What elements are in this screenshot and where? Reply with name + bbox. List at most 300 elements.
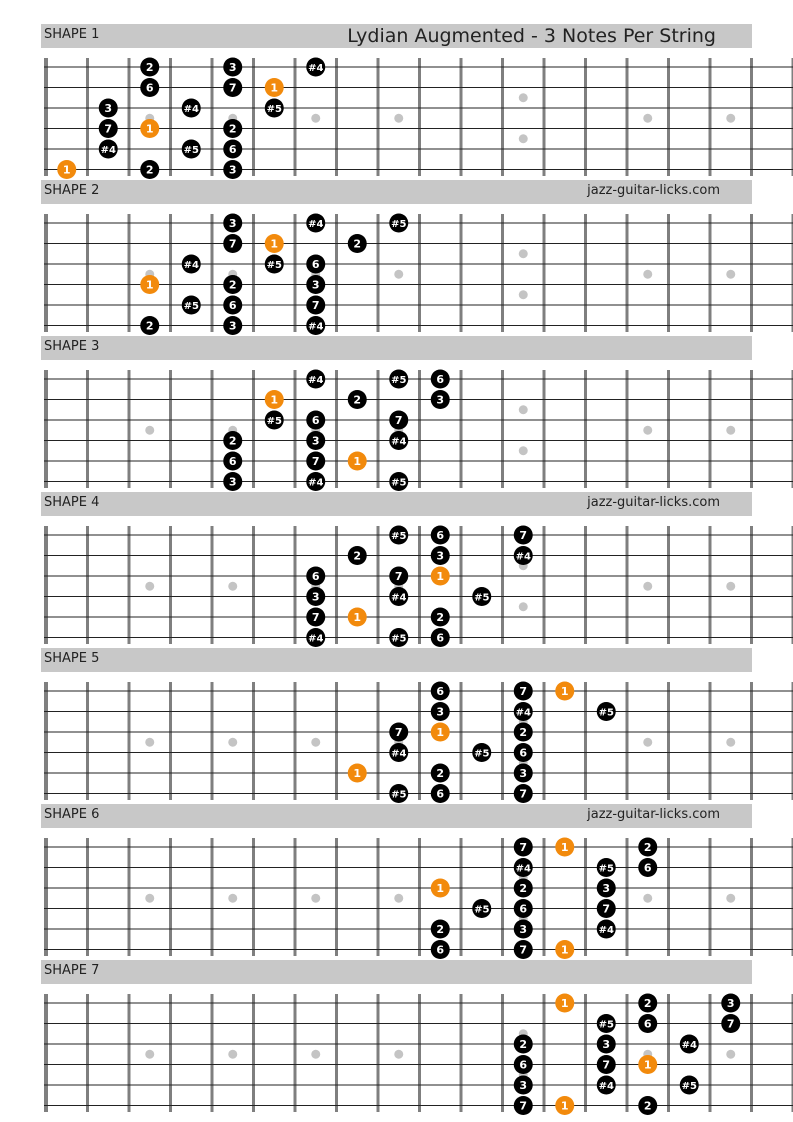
scale-note (514, 1035, 533, 1054)
scale-note (223, 214, 242, 233)
note-label: #4 (391, 436, 407, 448)
note-label: 6 (228, 455, 237, 468)
note-label: #5 (391, 789, 407, 801)
note-label: 7 (228, 81, 237, 95)
note-label: 3 (519, 923, 528, 936)
inlay-dot (519, 93, 528, 102)
note-label: #5 (266, 104, 282, 115)
root-note (348, 764, 367, 783)
note-label: 7 (519, 685, 528, 698)
note-label: 2 (353, 393, 362, 407)
root-note (555, 1096, 574, 1115)
scale-note (348, 234, 367, 253)
note-label: 2 (353, 549, 362, 563)
scale-note (472, 899, 491, 918)
scale-note (431, 370, 450, 389)
scale-note (306, 431, 325, 450)
inlay-dot (228, 1050, 237, 1059)
scale-note (431, 390, 450, 409)
root-note (57, 160, 76, 179)
root-note (265, 234, 284, 253)
inlay-dot (726, 582, 735, 591)
note-label: 7 (394, 570, 403, 583)
note-label: #5 (474, 592, 490, 604)
inlay-dot (643, 738, 652, 747)
scale-note (514, 899, 533, 918)
scale-note (638, 858, 657, 877)
note-label: 3 (726, 997, 735, 1010)
scale-note (597, 1035, 616, 1054)
note-label: 3 (228, 163, 237, 177)
inlay-dot (643, 114, 652, 123)
note-label: 7 (519, 529, 528, 542)
root-note (431, 567, 450, 586)
scale-note (597, 879, 616, 898)
root-note (348, 608, 367, 627)
note-label: 7 (311, 455, 320, 468)
note-label: 1 (436, 882, 445, 895)
scale-note (638, 1014, 657, 1033)
scale-note (431, 628, 450, 647)
note-label: 6 (519, 902, 528, 916)
shape-block-5 (41, 648, 793, 803)
note-label: 6 (228, 299, 237, 312)
scale-note (431, 526, 450, 545)
note-label: 2 (145, 163, 154, 177)
note-label: 1 (560, 943, 569, 957)
scale-note (306, 411, 325, 430)
scale-note (514, 1096, 533, 1115)
root-note (555, 940, 574, 959)
note-label: #4 (183, 104, 199, 115)
scale-note (306, 316, 325, 335)
scale-note (389, 370, 408, 389)
note-label: #4 (308, 219, 324, 230)
note-label: 7 (311, 611, 320, 624)
scale-note (431, 608, 450, 627)
scale-note (140, 316, 159, 335)
note-label: #4 (598, 1081, 614, 1092)
scale-note (348, 546, 367, 565)
scale-note (99, 99, 118, 118)
scale-note (265, 411, 284, 430)
shape-header-band (41, 336, 752, 360)
note-label: #4 (308, 63, 324, 74)
scale-note (306, 296, 325, 315)
scale-note (223, 316, 242, 335)
note-label: 6 (311, 258, 320, 271)
note-label: 1 (353, 455, 362, 468)
inlay-dot (519, 602, 528, 611)
scale-note (223, 58, 242, 77)
scale-note (265, 255, 284, 274)
note-label: 1 (270, 81, 279, 95)
note-label: #5 (391, 477, 407, 489)
note-label: 7 (602, 902, 611, 916)
scale-note (680, 1035, 699, 1054)
inlay-dot (726, 270, 735, 279)
note-label: 2 (643, 1099, 652, 1113)
scale-note (472, 587, 491, 606)
scale-note (223, 140, 242, 159)
note-label: 7 (519, 787, 528, 801)
note-label: #4 (183, 260, 199, 271)
note-label: #4 (308, 321, 324, 333)
note-label: 3 (228, 475, 237, 489)
scale-note (223, 296, 242, 315)
scale-note (389, 472, 408, 491)
page-title: Lydian Augmented - 3 Notes Per String (347, 25, 716, 47)
scale-note (306, 214, 325, 233)
note-label: 2 (145, 319, 154, 333)
note-label: 2 (519, 882, 528, 895)
root-note (638, 1055, 657, 1074)
note-label: 1 (436, 726, 445, 739)
note-label: 2 (228, 278, 237, 292)
inlay-dot (519, 134, 528, 143)
note-label: #5 (598, 863, 614, 875)
inlay-dot (311, 1050, 320, 1059)
note-label: 1 (436, 570, 445, 583)
note-label: #5 (391, 633, 407, 645)
scale-note (223, 78, 242, 97)
inlay-dot (519, 446, 528, 455)
inlay-dot (643, 270, 652, 279)
shape-block-1 (41, 24, 793, 179)
scale-note (389, 214, 408, 233)
note-label: 7 (104, 122, 113, 136)
inlay-dot (145, 894, 154, 903)
scale-note (182, 99, 201, 118)
scale-note (99, 119, 118, 138)
note-label: #4 (391, 592, 407, 604)
scale-note (514, 838, 533, 857)
note-label: 6 (643, 861, 652, 875)
root-note (265, 390, 284, 409)
scale-note (514, 784, 533, 803)
note-label: #4 (681, 1040, 697, 1051)
note-label: #4 (308, 375, 324, 386)
inlay-dot (519, 290, 528, 299)
note-label: 6 (436, 631, 445, 645)
inlay-dot (643, 582, 652, 591)
scale-note (223, 452, 242, 471)
scale-note (306, 567, 325, 586)
scale-note (140, 58, 159, 77)
scale-note (431, 784, 450, 803)
note-label: #5 (391, 375, 407, 386)
note-label: #4 (308, 633, 324, 645)
inlay-dot (643, 894, 652, 903)
note-label: 2 (436, 767, 445, 780)
note-label: 3 (436, 549, 445, 563)
scale-note (514, 1055, 533, 1074)
scale-note (306, 255, 325, 274)
note-label: 3 (311, 434, 320, 448)
note-label: 1 (145, 278, 154, 292)
note-label: #5 (474, 904, 490, 916)
note-label: 1 (560, 997, 569, 1010)
scale-note (431, 764, 450, 783)
note-label: #5 (474, 748, 490, 760)
scale-note (182, 296, 201, 315)
shape-label: SHAPE 5 (44, 651, 100, 666)
note-label: 6 (436, 943, 445, 957)
scale-note (99, 140, 118, 159)
note-label: 2 (228, 434, 237, 448)
inlay-dot (726, 738, 735, 747)
note-label: 3 (436, 393, 445, 407)
inlay-dot (228, 582, 237, 591)
note-label: 7 (519, 1099, 528, 1113)
note-label: 1 (353, 611, 362, 624)
note-label: 6 (643, 1017, 652, 1031)
root-note (140, 119, 159, 138)
inlay-dot (643, 426, 652, 435)
scale-note (721, 1014, 740, 1033)
note-label: 1 (643, 1058, 652, 1072)
note-label: 6 (436, 685, 445, 698)
inlay-dot (519, 405, 528, 414)
shape-header-band (41, 960, 752, 984)
note-label: 7 (394, 414, 403, 427)
scale-note (638, 994, 657, 1013)
scale-note (306, 628, 325, 647)
scale-note (306, 452, 325, 471)
scale-note (638, 838, 657, 857)
note-label: 1 (560, 685, 569, 698)
scale-note (223, 160, 242, 179)
note-label: 1 (560, 1099, 569, 1113)
note-label: 3 (311, 278, 320, 292)
note-label: 6 (519, 1058, 528, 1072)
scale-note (514, 940, 533, 959)
scale-note (597, 899, 616, 918)
scale-note (348, 390, 367, 409)
note-label: 2 (519, 726, 528, 739)
note-label: #4 (515, 707, 531, 719)
scale-note (182, 140, 201, 159)
note-label: 3 (228, 319, 237, 333)
inlay-dot (145, 1050, 154, 1059)
root-note (140, 275, 159, 294)
scale-note (431, 682, 450, 701)
scale-note (223, 275, 242, 294)
scale-note (597, 1014, 616, 1033)
shape-header-band (41, 648, 752, 672)
root-note (431, 879, 450, 898)
note-label: #4 (598, 925, 614, 936)
scale-note (431, 940, 450, 959)
note-label: 6 (436, 373, 445, 386)
scale-note (306, 370, 325, 389)
inlay-dot (394, 1050, 403, 1059)
note-label: #4 (308, 477, 324, 489)
scale-note (389, 628, 408, 647)
note-label: 2 (353, 237, 362, 251)
note-label: #5 (391, 219, 407, 230)
scale-note (140, 160, 159, 179)
scale-note (306, 275, 325, 294)
scale-note (306, 58, 325, 77)
site-credit: jazz-guitar-licks.com (587, 807, 720, 822)
note-label: #5 (266, 416, 282, 427)
scale-note (721, 994, 740, 1013)
inlay-dot (228, 738, 237, 747)
inlay-dot (726, 114, 735, 123)
note-label: 3 (519, 1079, 528, 1092)
note-label: 6 (228, 143, 237, 156)
inlay-dot (394, 894, 403, 903)
scale-note (514, 764, 533, 783)
scale-note (223, 431, 242, 450)
scale-note (389, 587, 408, 606)
inlay-dot (311, 738, 320, 747)
scale-note (306, 608, 325, 627)
site-credit: jazz-guitar-licks.com (587, 495, 720, 510)
scale-note (306, 587, 325, 606)
note-label: 1 (270, 393, 279, 407)
inlay-dot (726, 894, 735, 903)
shape-label: SHAPE 4 (44, 495, 100, 510)
note-label: 6 (311, 570, 320, 583)
note-label: 2 (643, 997, 652, 1010)
note-label: 7 (519, 943, 528, 957)
scale-note (389, 411, 408, 430)
inlay-dot (311, 114, 320, 123)
inlay-dot (311, 894, 320, 903)
note-label: 2 (228, 122, 237, 136)
shape-label: SHAPE 1 (44, 27, 100, 42)
inlay-dot (394, 114, 403, 123)
note-label: 1 (145, 122, 154, 136)
note-label: 7 (311, 299, 320, 312)
note-label: #5 (391, 531, 407, 542)
scale-note (389, 743, 408, 762)
note-label: #5 (681, 1081, 697, 1092)
scale-note (514, 546, 533, 565)
scale-note (431, 702, 450, 721)
shape-block-6 (41, 804, 793, 959)
note-label: 6 (145, 81, 154, 95)
inlay-dot (726, 1050, 735, 1059)
note-label: 1 (270, 237, 279, 251)
root-note (348, 452, 367, 471)
scale-note (389, 526, 408, 545)
scale-note (389, 567, 408, 586)
shape-label: SHAPE 3 (44, 339, 100, 354)
note-label: 7 (394, 726, 403, 739)
scale-note (514, 702, 533, 721)
note-label: 1 (353, 767, 362, 780)
note-label: 3 (602, 882, 611, 895)
scale-note (389, 431, 408, 450)
scale-note (514, 526, 533, 545)
root-note (555, 682, 574, 701)
shape-label: SHAPE 2 (44, 183, 100, 198)
scale-note (431, 546, 450, 565)
root-note (555, 994, 574, 1013)
scale-note (680, 1076, 699, 1095)
scale-note (223, 119, 242, 138)
inlay-dot (145, 582, 154, 591)
note-label: 6 (519, 746, 528, 760)
note-label: #5 (598, 707, 614, 719)
note-label: #5 (183, 145, 199, 156)
scale-note (514, 723, 533, 742)
scale-note (223, 234, 242, 253)
scale-note (597, 1076, 616, 1095)
note-label: 7 (228, 237, 237, 251)
scale-note (514, 743, 533, 762)
scale-note (306, 472, 325, 491)
scale-note (597, 1055, 616, 1074)
inlay-dot (394, 270, 403, 279)
shape-block-2 (41, 180, 793, 335)
note-label: 1 (62, 163, 71, 177)
scale-note (514, 682, 533, 701)
note-label: 2 (436, 611, 445, 624)
inlay-dot (145, 738, 154, 747)
note-label: 2 (145, 61, 154, 74)
site-credit: jazz-guitar-licks.com (587, 183, 720, 198)
note-label: #4 (515, 863, 531, 875)
scale-note (182, 255, 201, 274)
scale-note (389, 723, 408, 742)
note-label: 3 (104, 102, 113, 115)
note-label: 3 (228, 61, 237, 74)
note-label: 1 (560, 841, 569, 854)
note-label: #4 (100, 145, 116, 156)
scale-note (514, 1076, 533, 1095)
inlay-dot (145, 426, 154, 435)
inlay-dot (519, 249, 528, 258)
root-note (431, 723, 450, 742)
shape-block-7 (41, 960, 793, 1115)
scale-note (514, 920, 533, 939)
scale-note (514, 858, 533, 877)
note-label: 3 (602, 1038, 611, 1051)
root-note (555, 838, 574, 857)
scale-note (597, 920, 616, 939)
root-note (265, 78, 284, 97)
scale-note (389, 784, 408, 803)
note-label: 2 (643, 841, 652, 854)
note-label: 3 (436, 705, 445, 719)
note-label: 7 (602, 1058, 611, 1072)
note-label: 7 (519, 841, 528, 854)
note-label: 2 (519, 1038, 528, 1051)
shape-label: SHAPE 6 (44, 807, 100, 822)
note-label: #5 (266, 260, 282, 271)
scale-note (514, 879, 533, 898)
inlay-dot (228, 894, 237, 903)
note-label: 2 (436, 923, 445, 936)
scale-note (223, 472, 242, 491)
shape-label: SHAPE 7 (44, 963, 100, 978)
note-label: 3 (228, 217, 237, 230)
note-label: #4 (515, 551, 531, 563)
scale-note (597, 702, 616, 721)
inlay-dot (726, 426, 735, 435)
scale-note (265, 99, 284, 118)
note-label: #4 (391, 748, 407, 760)
scale-note (472, 743, 491, 762)
note-label: 3 (311, 590, 320, 604)
note-label: 7 (726, 1017, 735, 1031)
shape-block-3 (41, 336, 793, 491)
scale-note (431, 920, 450, 939)
